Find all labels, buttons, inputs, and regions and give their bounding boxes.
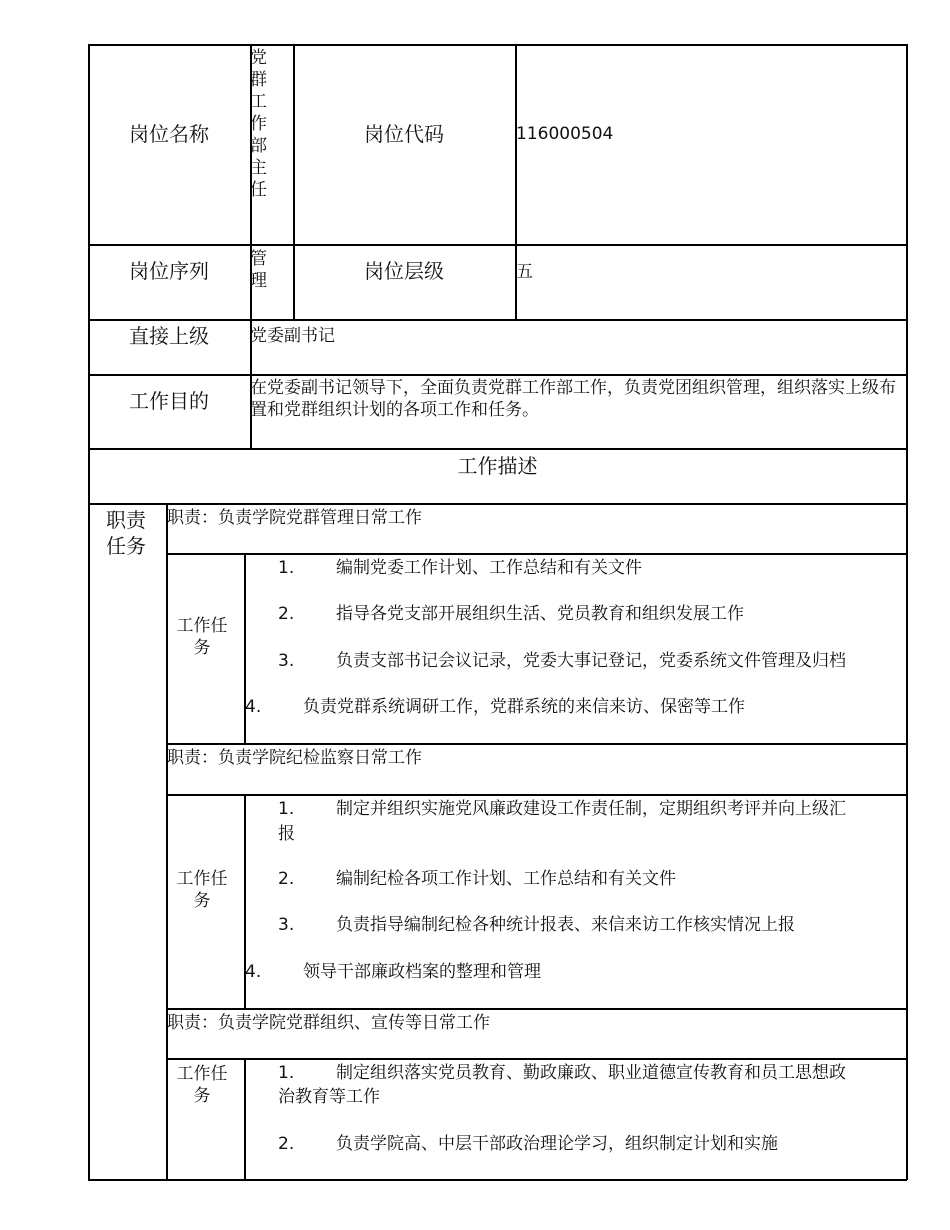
table-border-bottom	[88, 1179, 907, 1181]
task-number: 1.	[278, 558, 295, 578]
post-level-value: 五	[516, 262, 533, 282]
task-text: 领导干部廉政档案的整理和管理	[303, 962, 541, 982]
duty-title: 职责：负责学院党群管理日常工作	[167, 508, 422, 528]
task-number: 2.	[278, 604, 295, 624]
task-text: 负责支部书记会议记录，党委大事记登记，党委系统文件管理及归档	[336, 651, 846, 671]
duty-title: 职责：负责学院纪检监察日常工作	[167, 748, 422, 768]
row-divider	[88, 244, 907, 246]
task-text-continued: 报	[278, 824, 295, 844]
row-divider	[166, 743, 907, 745]
task-text: 制定组织落实党员教育、勤政廉政、职业道德宣传教育和员工思想政	[336, 1063, 846, 1083]
post-name-value: 党群工作部主任	[250, 48, 267, 200]
task-number: 2.	[278, 869, 295, 889]
row-divider	[166, 1008, 907, 1010]
duties-label: 职责任务	[106, 508, 146, 558]
task-label: 工作任务	[176, 616, 228, 658]
row-divider	[88, 503, 907, 505]
col-divider	[166, 503, 168, 1180]
task-text: 负责指导编制纪检各种统计报表、来信来访工作核实情况上报	[336, 915, 795, 935]
task-number: 3.	[278, 915, 295, 935]
post-name-label: 岗位名称	[129, 122, 209, 146]
task-text: 制定并组织实施党风廉政建设工作责任制，定期组织考评并向上级汇	[336, 799, 846, 819]
duty-title: 职责：负责学院党群组织、宣传等日常工作	[167, 1013, 490, 1033]
supervisor-value: 党委副书记	[250, 326, 335, 346]
task-label: 工作任务	[176, 1064, 228, 1106]
post-series-label: 岗位序列	[129, 259, 209, 283]
task-number: 4.	[245, 697, 262, 717]
purpose-value: 在党委副书记领导下，全面负责党群工作部工作，负责党团组织管理，组织落实上级布置和党群组织计划的各项工作和任务。	[250, 378, 896, 420]
col-divider	[244, 1058, 246, 1180]
table-border-left	[88, 44, 90, 1180]
row-divider	[166, 553, 907, 555]
row-divider	[88, 448, 907, 450]
table-border-right	[906, 44, 908, 1180]
task-number: 1.	[278, 799, 295, 819]
row-divider	[88, 374, 907, 376]
post-code-value: 116000504	[516, 124, 614, 144]
description-title: 工作描述	[457, 454, 538, 478]
row-divider	[166, 1058, 907, 1060]
row-divider	[88, 319, 907, 321]
task-number: 3.	[278, 651, 295, 671]
task-number: 2.	[278, 1134, 295, 1154]
task-text: 负责党群系统调研工作，党群系统的来信来访、保密等工作	[303, 697, 745, 717]
task-text: 负责学院高、中层干部政治理论学习，组织制定计划和实施	[336, 1134, 778, 1154]
task-text: 编制纪检各项工作计划、工作总结和有关文件	[336, 869, 676, 889]
task-number: 1.	[278, 1063, 295, 1083]
task-text: 编制党委工作计划、工作总结和有关文件	[336, 558, 642, 578]
purpose-label: 工作目的	[129, 389, 209, 413]
supervisor-label: 直接上级	[129, 324, 209, 348]
row-divider	[166, 794, 907, 796]
task-number: 4.	[245, 962, 262, 982]
task-text: 指导各党支部开展组织生活、党员教育和组织发展工作	[336, 604, 744, 624]
post-series-value: 管理	[250, 249, 267, 291]
post-level-label: 岗位层级	[364, 259, 444, 283]
post-code-label: 岗位代码	[364, 122, 444, 146]
task-label: 工作任务	[176, 869, 228, 911]
table-border-top	[88, 44, 907, 46]
task-text-continued: 治教育等工作	[278, 1087, 380, 1107]
